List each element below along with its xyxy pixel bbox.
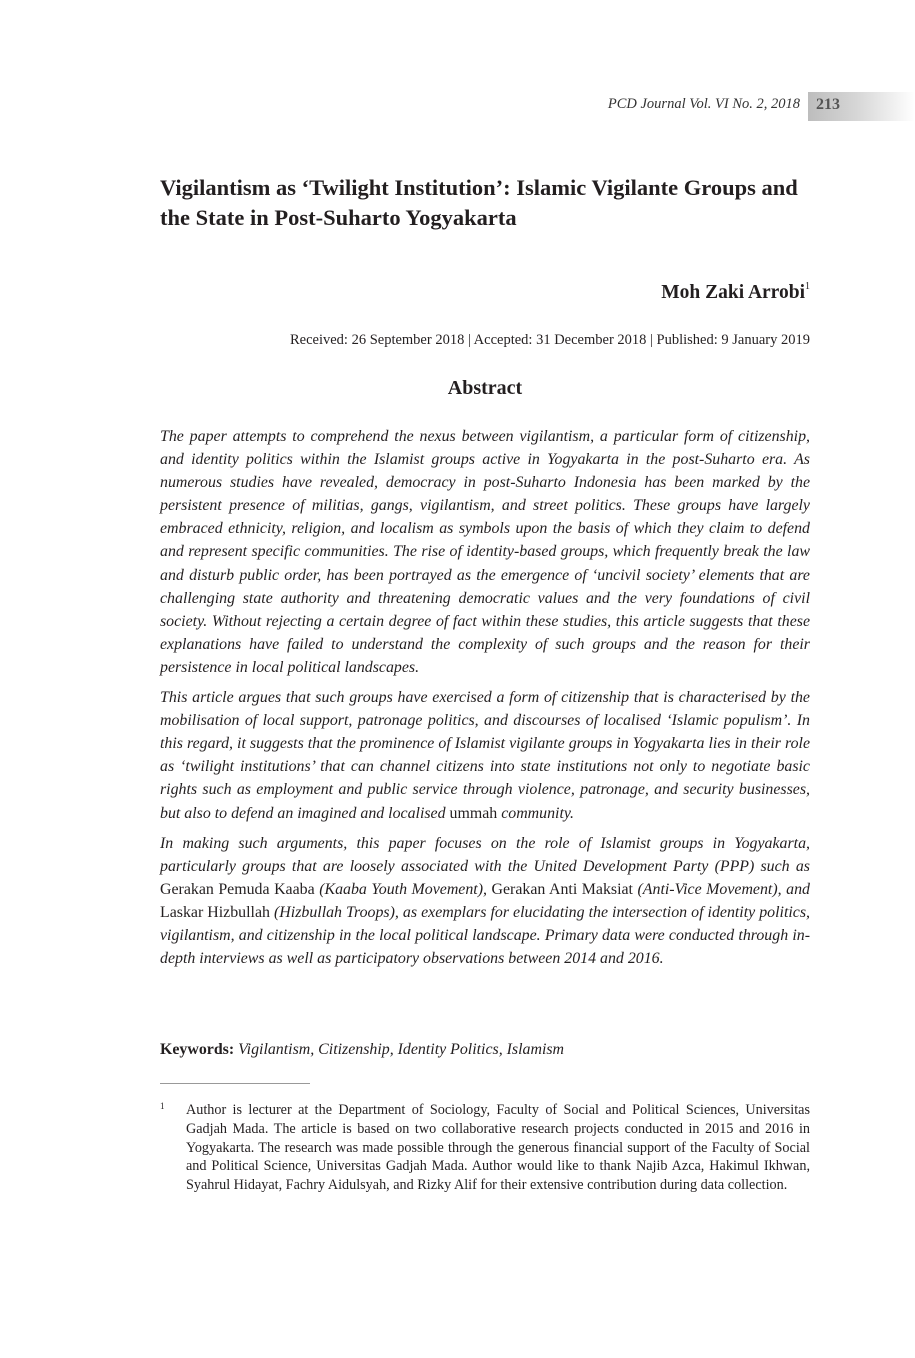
abstract-p3-group-3: Laskar Hizbullah [160, 903, 270, 921]
abstract-p3-d: (Hizbullah Troops), as exemplars for elucidating the intersection of identity politics, vigilantism, and citizenship in the local political landscape. Primary data were conducted through in-depth interviews as well as participatory observations between 2014 and 2016. [160, 903, 811, 968]
keywords-value: Vigilantism, Citizenship, Identity Politics, Islamism [238, 1041, 565, 1058]
footnote-mark: 1 [160, 1101, 165, 1111]
publication-dates: Received: 26 September 2018 | Accepted: 31 December 2018 | Published: 9 January 2019 [289, 332, 810, 348]
abstract-p3-c: (Anti-Vice Movement), and [637, 880, 810, 898]
page-number-tab [808, 92, 915, 121]
abstract-paragraph-1: The paper attempts to comprehend the nexus between vigilantism, a particular form of citizenship, and identity politics within the Islamist groups active in Yogyakarta in the post-Suharto era. As numerous studies have revealed, democracy in post-Suharto Indonesia has been marked by the persistent presence of militias, gangs, vigilantism, and street politics. These groups have largely embraced ethnicity, religion, and localism as symbols upon the basis of which they claim to defend and represent specific communities. The rise of identity-based groups, which frequently break the law and disturb public order, has been portrayed as the emergence of ‘uncivil society’ elements that are challenging state authority and threatening democratic values and the very foundations of civil society. Without rejecting a certain degree of fact within these studies, this article suggests that these explanations have failed to understand the complexity of such groups and the reason for their persistence in local political landscapes. [160, 428, 810, 676]
page-number: 213 [816, 96, 840, 113]
author-footnote-mark: 1 [805, 281, 810, 292]
keywords-line [160, 1041, 810, 1059]
abstract-body [160, 425, 810, 977]
abstract-p3-group-2: Gerakan Anti Maksiat [491, 880, 633, 898]
abstract-paragraph-3 [160, 832, 810, 971]
abstract-p2-end: community. [501, 804, 575, 822]
abstract-p3-b: (Kaaba Youth Movement), [319, 880, 487, 898]
abstract-p3-a: In making such arguments, this paper focuses on the role of Islamist groups in Yogyakarta, particularly groups that are loosely associated with the United Development Party (PPP) such as [160, 834, 810, 875]
abstract-p3-group-1: Gerakan Pemuda Kaaba [160, 880, 315, 898]
author-name [661, 282, 810, 304]
footnote [160, 1101, 810, 1195]
abstract-p2-term: ummah [449, 804, 498, 822]
keywords-label: Keywords: [160, 1041, 235, 1058]
abstract-paragraph-2 [160, 686, 810, 825]
abstract-p2-text: This article argues that such groups have exercised a form of citizenship that is characterised by the mobilisation of local support, patronage politics, and discourses of localised ‘Islamic populism’. In this regard, it suggests that the prominence of Islamist vigilante groups in Yogyakarta lies in their role as ‘twilight institutions’ that can channel citizens into state institutions not only to negotiate basic rights such as employment and public service through violence, patronage, and security businesses, but also to defend an imagined and localised [160, 689, 810, 822]
running-head-journal: PCD Journal Vol. VI No. 2, 2018 [607, 96, 800, 112]
footnote-divider [160, 1083, 310, 1084]
footnote-text: Author is lecturer at the Department of Sociology, Faculty of Social and Political Sciences, Universitas Gadjah Mada. The article is based on two collaborative research projects conducted in 2015 and 2016 in Yogyakarta. The research was made possible through the generous financial support of the Faculty of Social and Political Science, Universitas Gadjah Mada. Author would like to thank Najib Azca, Hakimul Ikhwan, Syahrul Hidayat, Fachry Aidulsyah, and Rizky Alif for their extensive contribution during data collection. [186, 1102, 810, 1194]
author-name-text: Moh Zaki Arrobi [661, 282, 805, 303]
article-title: Vigilantism as ‘Twilight Institution’: Islamic Vigilante Groups and the State in Post-Suharto Yogyakarta [160, 175, 798, 230]
abstract-heading: Abstract [447, 377, 523, 399]
